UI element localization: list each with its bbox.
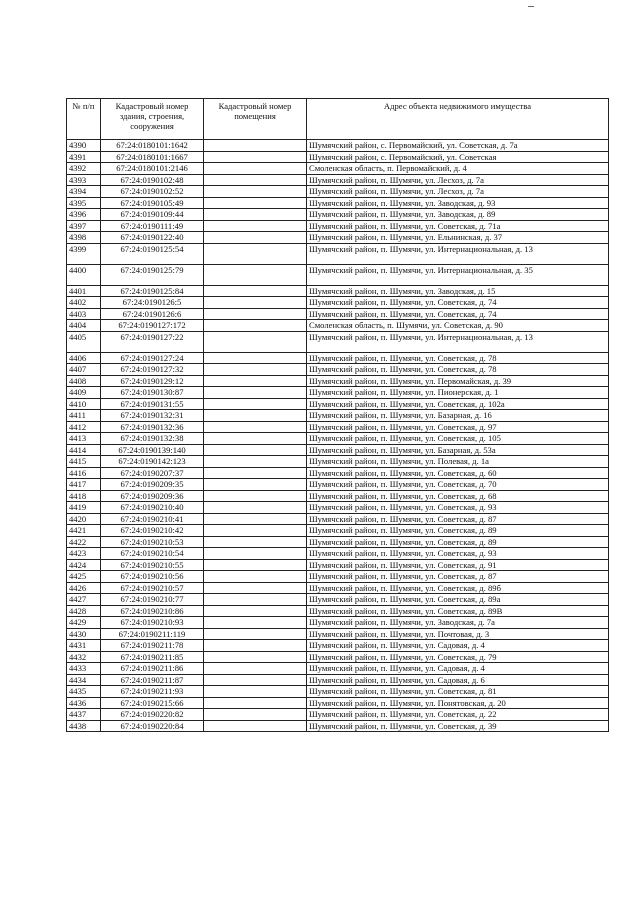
cadastral-number: 67:24:0180101:1642 (101, 140, 204, 152)
cadastral-number: 67:24:0190220:84 (101, 720, 204, 732)
cadastral-number: 67:24:0190125:79 (101, 264, 204, 285)
row-number: 4407 (67, 364, 101, 376)
address-cell: Шумячский район, п. Шумячи, ул. Советская, д. 91 (307, 559, 609, 571)
room-number (204, 651, 307, 663)
room-number (204, 297, 307, 309)
cadastral-number: 67:24:0190209:35 (101, 479, 204, 491)
address-cell: Шумячский район, п. Шумячи, ул. Первомайская, д. 39 (307, 375, 609, 387)
table-row (67, 628, 609, 640)
cadastral-number: 67:24:0190126:5 (101, 297, 204, 309)
table-row (67, 651, 609, 663)
room-number (204, 617, 307, 629)
table-row (67, 197, 609, 209)
table-row (67, 674, 609, 686)
cadastral-number: 67:24:0190215:66 (101, 697, 204, 709)
address-cell: Шумячский район, п. Шумячи, ул. Советская, д. 60 (307, 467, 609, 479)
room-number (204, 320, 307, 332)
room-number (204, 628, 307, 640)
row-number: 4410 (67, 398, 101, 410)
table-row (67, 456, 609, 468)
row-number: 4438 (67, 720, 101, 732)
cadastral-number: 67:24:0190105:49 (101, 197, 204, 209)
room-number (204, 410, 307, 422)
row-number: 4415 (67, 456, 101, 468)
room-number (204, 663, 307, 675)
row-number: 4403 (67, 308, 101, 320)
table-row (67, 513, 609, 525)
address-cell: Шумячский район, п. Шумячи, ул. Полевая, д. 1а (307, 456, 609, 468)
table-row (67, 467, 609, 479)
table-row (67, 479, 609, 491)
table-row (67, 617, 609, 629)
address-cell: Шумячский район, п. Шумячи, ул. Интернациональная, д. 35 (307, 264, 609, 285)
table-row (67, 444, 609, 456)
table-row (67, 140, 609, 152)
table-row (67, 548, 609, 560)
cadastral-number: 67:24:0190131:55 (101, 398, 204, 410)
room-number (204, 536, 307, 548)
table-row (67, 421, 609, 433)
address-cell: Шумячский район, п. Шумячи, ул. Интернациональная, д. 13 (307, 243, 609, 264)
address-cell: Шумячский район, п. Шумячи, ул. Советская, д. 74 (307, 308, 609, 320)
table-row (67, 331, 609, 352)
row-number: 4418 (67, 490, 101, 502)
table-row (67, 502, 609, 514)
address-cell: Шумячский район, п. Шумячи, ул. Советская, д. 78 (307, 352, 609, 364)
table-row (67, 605, 609, 617)
room-number (204, 163, 307, 175)
row-number: 4399 (67, 243, 101, 264)
address-cell: Шумячский район, п. Шумячи, ул. Советская, д. 89 (307, 536, 609, 548)
table-row (67, 209, 609, 221)
table-row (67, 186, 609, 198)
address-cell: Шумячский район, п. Шумячи, ул. Советская, д. 102а (307, 398, 609, 410)
row-number: 4390 (67, 140, 101, 152)
cadastral-number: 67:24:0190207:37 (101, 467, 204, 479)
address-cell: Шумячский район, п. Шумячи, ул. Советская, д. 39 (307, 720, 609, 732)
room-number (204, 209, 307, 221)
cadastral-number: 67:24:0190126:6 (101, 308, 204, 320)
address-cell: Шумячский район, п. Шумячи, ул. Лесхоз, д. 7а (307, 174, 609, 186)
cadastral-number: 67:24:0190127:172 (101, 320, 204, 332)
table-row (67, 663, 609, 675)
row-number: 4398 (67, 232, 101, 244)
table-row (67, 232, 609, 244)
row-number: 4394 (67, 186, 101, 198)
row-number: 4435 (67, 686, 101, 698)
header-number: № п/п (67, 99, 101, 140)
row-number: 4411 (67, 410, 101, 422)
row-number: 4434 (67, 674, 101, 686)
room-number (204, 364, 307, 376)
cadastral-number: 67:24:0190210:55 (101, 559, 204, 571)
address-cell: Шумячский район, п. Шумячи, ул. Интернациональная, д. 13 (307, 331, 609, 352)
address-cell: Шумячский район, п. Шумячи, ул. Советская, д. 81 (307, 686, 609, 698)
cadastral-number: 67:24:0190122:40 (101, 232, 204, 244)
row-number: 4404 (67, 320, 101, 332)
room-number (204, 375, 307, 387)
table-row (67, 490, 609, 502)
row-number: 4432 (67, 651, 101, 663)
table-row (67, 640, 609, 652)
table-row (67, 559, 609, 571)
room-number (204, 308, 307, 320)
row-number: 4426 (67, 582, 101, 594)
address-cell: Шумячский район, п. Шумячи, ул. Советская, д. 93 (307, 502, 609, 514)
cadastral-number: 67:24:0190125:84 (101, 285, 204, 297)
cadastral-number: 67:24:0190127:24 (101, 352, 204, 364)
cadastral-number: 67:24:0190142:123 (101, 456, 204, 468)
table-header-row (67, 99, 609, 140)
row-number: 4405 (67, 331, 101, 352)
row-number: 4392 (67, 163, 101, 175)
cadastral-number: 67:24:0190109:44 (101, 209, 204, 221)
address-cell: Шумячский район, п. Шумячи, ул. Советская, д. 89а (307, 594, 609, 606)
row-number: 4428 (67, 605, 101, 617)
address-cell: Шумячский район, п. Шумячи, ул. Советская, д. 71а (307, 220, 609, 232)
row-number: 4413 (67, 433, 101, 445)
cadastral-number: 67:24:0180101:2146 (101, 163, 204, 175)
table-row (67, 536, 609, 548)
cadastral-number: 67:24:0190210:56 (101, 571, 204, 583)
table-row (67, 709, 609, 721)
row-number: 4429 (67, 617, 101, 629)
cadastral-number: 67:24:0190132:36 (101, 421, 204, 433)
address-cell: Шумячский район, п. Шумячи, ул. Лесхоз, д. 7а (307, 186, 609, 198)
property-table (66, 98, 609, 732)
address-cell: Шумячский район, п. Шумячи, ул. Советская, д. 97 (307, 421, 609, 433)
cadastral-number: 67:24:0190132:31 (101, 410, 204, 422)
address-cell: Смоленская область, п. Первомайский, д. 4 (307, 163, 609, 175)
address-cell: Шумячский район, п. Шумячи, ул. Советская, д. 87 (307, 513, 609, 525)
room-number (204, 220, 307, 232)
address-cell: Шумячский район, п. Шумячи, ул. Почтовая, д. 3 (307, 628, 609, 640)
row-number: 4395 (67, 197, 101, 209)
address-cell: Шумячский район, п. Шумячи, ул. Советская, д. 70 (307, 479, 609, 491)
cadastral-number: 67:24:0190210:93 (101, 617, 204, 629)
address-cell: Шумячский район, п. Шумячи, ул. Советская, д. 74 (307, 297, 609, 309)
room-number (204, 525, 307, 537)
address-cell: Шумячский район, п. Шумячи, ул. Советская, д. 22 (307, 709, 609, 721)
cadastral-number: 67:24:0190211:78 (101, 640, 204, 652)
room-number (204, 264, 307, 285)
table-row (67, 433, 609, 445)
table-row (67, 308, 609, 320)
table-row (67, 720, 609, 732)
room-number (204, 243, 307, 264)
address-cell: Шумячский район, с. Первомайский, ул. Советская (307, 151, 609, 163)
address-cell: Шумячский район, п. Шумячи, ул. Заводская, д. 15 (307, 285, 609, 297)
room-number (204, 479, 307, 491)
table-row (67, 163, 609, 175)
row-number: 4433 (67, 663, 101, 675)
header-cadastral-room: Кадастровый номер помещения (204, 99, 307, 140)
table-row (67, 151, 609, 163)
cadastral-number: 67:24:0190102:52 (101, 186, 204, 198)
cadastral-number: 67:24:0190132:38 (101, 433, 204, 445)
table-row (67, 352, 609, 364)
room-number (204, 502, 307, 514)
room-number (204, 490, 307, 502)
cadastral-number: 67:24:0190210:57 (101, 582, 204, 594)
room-number (204, 548, 307, 560)
table-row (67, 264, 609, 285)
table-row (67, 398, 609, 410)
address-cell: Шумячский район, п. Шумячи, ул. Советская, д. 68 (307, 490, 609, 502)
room-number (204, 640, 307, 652)
cadastral-number: 67:24:0190127:32 (101, 364, 204, 376)
cadastral-number: 67:24:0190129:12 (101, 375, 204, 387)
room-number (204, 674, 307, 686)
row-number: 4431 (67, 640, 101, 652)
cadastral-number: 67:24:0190211:85 (101, 651, 204, 663)
row-number: 4437 (67, 709, 101, 721)
table-row (67, 375, 609, 387)
cadastral-number: 67:24:0190211:87 (101, 674, 204, 686)
room-number (204, 605, 307, 617)
cadastral-number: 67:24:0190111:49 (101, 220, 204, 232)
address-cell: Шумячский район, п. Шумячи, ул. Советская, д. 89б (307, 582, 609, 594)
cadastral-number: 67:24:0190127:22 (101, 331, 204, 352)
address-cell: Шумячский район, с. Первомайский, ул. Советская, д. 7а (307, 140, 609, 152)
room-number (204, 571, 307, 583)
room-number (204, 709, 307, 721)
room-number (204, 697, 307, 709)
cadastral-number: 67:24:0190210:53 (101, 536, 204, 548)
cadastral-number: 67:24:0190209:36 (101, 490, 204, 502)
room-number (204, 421, 307, 433)
address-cell: Шумячский район, п. Шумячи, ул. Пионерская, д. 1 (307, 387, 609, 399)
row-number: 4414 (67, 444, 101, 456)
row-number: 4422 (67, 536, 101, 548)
scan-mark (528, 6, 534, 7)
room-number (204, 232, 307, 244)
cadastral-number: 67:24:0190210:77 (101, 594, 204, 606)
table-row (67, 686, 609, 698)
row-number: 4427 (67, 594, 101, 606)
table-row (67, 364, 609, 376)
cadastral-number: 67:24:0190211:119 (101, 628, 204, 640)
table-row (67, 243, 609, 264)
table-row (67, 285, 609, 297)
address-cell: Шумячский район, п. Шумячи, ул. Базарная, д. 16 (307, 410, 609, 422)
row-number: 4436 (67, 697, 101, 709)
cadastral-number: 67:24:0190210:42 (101, 525, 204, 537)
cadastral-number: 67:24:0190210:54 (101, 548, 204, 560)
room-number (204, 444, 307, 456)
row-number: 4401 (67, 285, 101, 297)
cadastral-number: 67:24:0190139:140 (101, 444, 204, 456)
header-address: Адрес объекта недвижимого имущества (307, 99, 609, 140)
room-number (204, 582, 307, 594)
header-cadastral-building: Кадастровый номер здания, строения, сооружения (101, 99, 204, 140)
address-cell: Шумячский район, п. Шумячи, ул. Заводская, д. 93 (307, 197, 609, 209)
room-number (204, 686, 307, 698)
cadastral-number: 67:24:0190130:87 (101, 387, 204, 399)
room-number (204, 467, 307, 479)
address-cell: Шумячский район, п. Шумячи, ул. Советская, д. 105 (307, 433, 609, 445)
table-row (67, 571, 609, 583)
address-cell: Шумячский район, п. Шумячи, ул. Заводская, д. 89 (307, 209, 609, 221)
row-number: 4406 (67, 352, 101, 364)
cadastral-number: 67:24:0190102:48 (101, 174, 204, 186)
row-number: 4425 (67, 571, 101, 583)
cadastral-number: 67:24:0190125:54 (101, 243, 204, 264)
row-number: 4424 (67, 559, 101, 571)
room-number (204, 433, 307, 445)
row-number: 4396 (67, 209, 101, 221)
row-number: 4423 (67, 548, 101, 560)
table-row (67, 174, 609, 186)
address-cell: Шумячский район, п. Шумячи, ул. Советская, д. 89В (307, 605, 609, 617)
address-cell: Шумячский район, п. Шумячи, ул. Советская, д. 79 (307, 651, 609, 663)
room-number (204, 387, 307, 399)
row-number: 4408 (67, 375, 101, 387)
room-number (204, 174, 307, 186)
table-row (67, 387, 609, 399)
cadastral-number: 67:24:0190211:93 (101, 686, 204, 698)
address-cell: Шумячский район, п. Шумячи, ул. Садовая, д. 6 (307, 674, 609, 686)
room-number (204, 456, 307, 468)
row-number: 4420 (67, 513, 101, 525)
address-cell: Шумячский район, п. Шумячи, ул. Базарная, д. 53а (307, 444, 609, 456)
row-number: 4412 (67, 421, 101, 433)
row-number: 4419 (67, 502, 101, 514)
room-number (204, 513, 307, 525)
room-number (204, 331, 307, 352)
row-number: 4393 (67, 174, 101, 186)
address-cell: Шумячский район, п. Шумячи, ул. Понятовская, д. 20 (307, 697, 609, 709)
row-number: 4421 (67, 525, 101, 537)
table-body (67, 140, 609, 732)
cadastral-number: 67:24:0190220:82 (101, 709, 204, 721)
address-cell: Шумячский район, п. Шумячи, ул. Ельнинская, д. 37 (307, 232, 609, 244)
room-number (204, 151, 307, 163)
cadastral-number: 67:24:0190211:86 (101, 663, 204, 675)
table-row (67, 297, 609, 309)
address-cell: Шумячский район, п. Шумячи, ул. Садовая, д. 4 (307, 663, 609, 675)
address-cell: Шумячский район, п. Шумячи, ул. Садовая, д. 4 (307, 640, 609, 652)
row-number: 4417 (67, 479, 101, 491)
address-cell: Шумячский район, п. Шумячи, ул. Советская, д. 89 (307, 525, 609, 537)
room-number (204, 720, 307, 732)
address-cell: Шумячский район, п. Шумячи, ул. Советская, д. 87 (307, 571, 609, 583)
table-row (67, 220, 609, 232)
room-number (204, 186, 307, 198)
cadastral-number: 67:24:0190210:86 (101, 605, 204, 617)
row-number: 4402 (67, 297, 101, 309)
room-number (204, 197, 307, 209)
room-number (204, 594, 307, 606)
room-number (204, 398, 307, 410)
row-number: 4397 (67, 220, 101, 232)
row-number: 4409 (67, 387, 101, 399)
cadastral-number: 67:24:0190210:40 (101, 502, 204, 514)
row-number: 4430 (67, 628, 101, 640)
address-cell: Шумячский район, п. Шумячи, ул. Советская, д. 78 (307, 364, 609, 376)
row-number: 4391 (67, 151, 101, 163)
table-row (67, 320, 609, 332)
address-cell: Смоленская область, п. Шумячи, ул. Советская, д. 90 (307, 320, 609, 332)
table-row (67, 697, 609, 709)
address-cell: Шумячский район, п. Шумячи, ул. Советская, д. 93 (307, 548, 609, 560)
table-row (67, 410, 609, 422)
room-number (204, 559, 307, 571)
cadastral-number: 67:24:0190210:41 (101, 513, 204, 525)
room-number (204, 352, 307, 364)
cadastral-number: 67:24:0180101:1667 (101, 151, 204, 163)
address-cell: Шумячский район, п. Шумячи, ул. Заводская, д. 7а (307, 617, 609, 629)
room-number (204, 140, 307, 152)
row-number: 4416 (67, 467, 101, 479)
table-row (67, 594, 609, 606)
room-number (204, 285, 307, 297)
row-number: 4400 (67, 264, 101, 285)
table-row (67, 525, 609, 537)
table-row (67, 582, 609, 594)
